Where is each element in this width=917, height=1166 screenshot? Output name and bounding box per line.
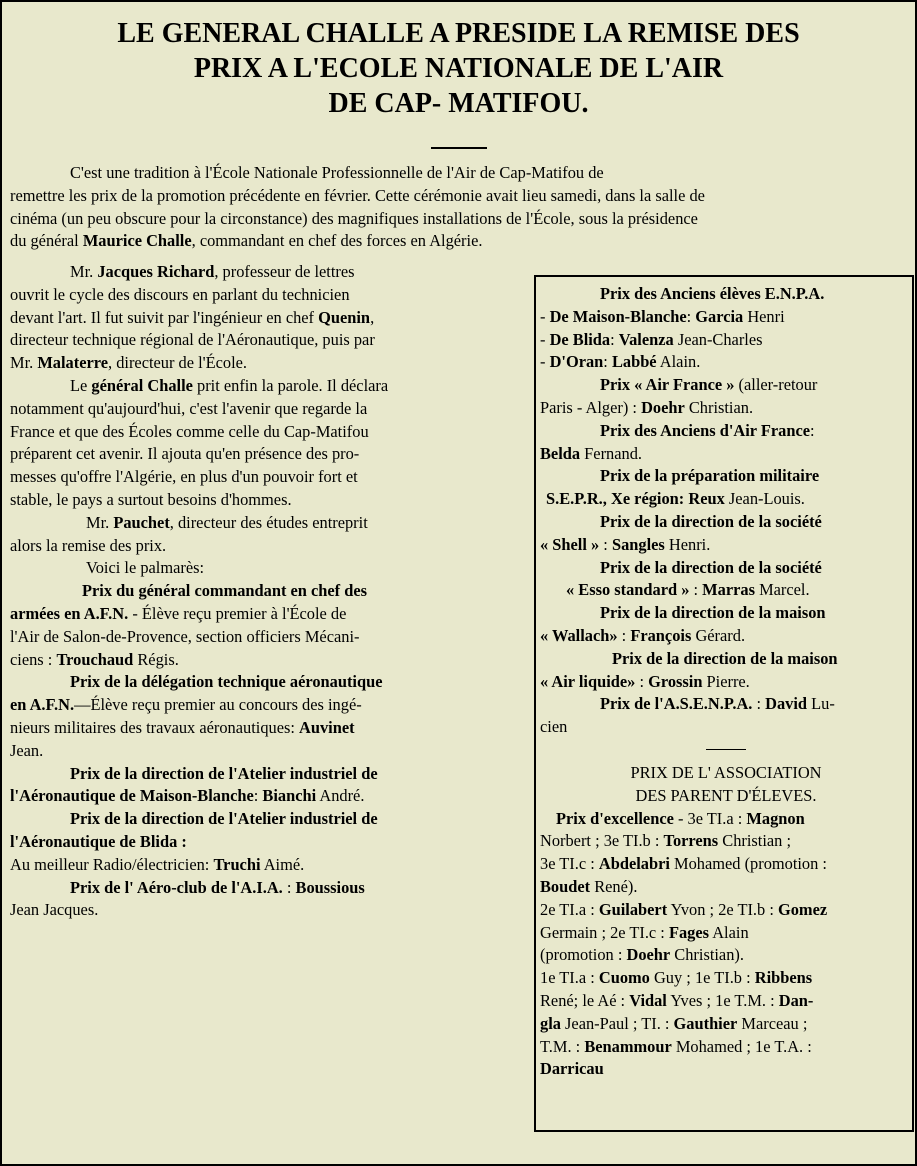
- intro-line: remettre les prix de la promotion précédente en février. Cette cérémonie avait lieu samedi, dans la salle de: [10, 185, 705, 205]
- association-heading-1: PRIX DE L' ASSOCIATION: [630, 762, 822, 782]
- intro-line: C'est une tradition à l'École Nationale Professionnelle de l'Air de Cap-Matifou de: [70, 163, 604, 182]
- name-challe: Maurice Challe: [82, 231, 192, 251]
- title-line-2: PRIX A L'ECOLE NATIONALE DE L'AIR: [193, 53, 724, 84]
- left-column: [10, 261, 462, 922]
- prize-list-box: Prix des Anciens élèves E.N.P.A. - De Maison-Blanche: Garcia Henri - De Blida: Valenza Jean-Charles - D'Oran: Labbé Alain. Prix « Air France » (aller-retour Paris - Alger) : Doehr Christian. Prix des Anciens d'Air France: Belda Fernand. Prix de la préparation militaire S.E.P.R., Xe région: Reux Jean-Louis. Prix de la direction de la société « Shell » : Sangles Henri. Prix de la direction de la société « Esso standard » : Marras Marcel. Prix de la direction de la maison « Wallach» : François Gérard. Prix de la direction de la maison « Air liquide» : Grossin Pierre. Prix de l'A.S.E.N.P.A. : David Lu- cien PRIX DE L' ASSOCIATION DES PARENT D'ÉLEVES. Prix d'excellence - 3e TI.a : Magnon Norbert ; 3e TI.b : Torrens Christian ; 3e TI.c : Abdelabri Mohamed (promotion : Boudet René). 2e TI.a : Guilabert Yvon ; 2e TI.b : Gomez Germain ; 2e TI.c : Fages Alain (promotion : Doehr Christian). 1e TI.a : Cuomo Guy ; 1e TI.b : Ribbens René; le Aé : Vidal Yves ; 1e T.M. : Dan- gla Jean-Paul ; TI. : Gauthier Marceau ; T.M. : Benammour Mohamed ; 1e T.A. : Darricau: [534, 275, 914, 1132]
- prize-aero-club: Prix de l' Aéro-club de l'A.I.A. : Boussious Jean Jacques.: [10, 877, 365, 920]
- intro-paragraph: [10, 162, 910, 253]
- title-divider: [431, 147, 487, 149]
- paragraph-richard: Mr. Jacques Richard, professeur de lettres ouvrit le cycle des discours en parlant du technicien devant l'art. Il fut suivit par l'ingénieur en chef Quenin, directeur technique régional de l'Aéronautique, puis par Mr. Malaterre, directeur de l'École.: [10, 262, 375, 373]
- article-title: [2, 16, 915, 121]
- intro-line: cinéma (un peu obscure pour la circonstance) des magnifiques installations de l'École, sous la présidence: [10, 208, 698, 228]
- prize-atelier-maison-blanche: Prix de la direction de l'Atelier industriel de l'Aéronautique de Maison-Blanche: Bianchi André.: [10, 763, 378, 806]
- palmares-intro: Voici le palmarès:: [86, 558, 205, 578]
- title-line-1: LE GENERAL CHALLE A PRESIDE LA REMISE DES: [117, 18, 800, 49]
- intro-line: du général Maurice Challe, commandant en chef des forces en Algérie.: [10, 231, 483, 251]
- paragraph-pauchet: Mr. Pauchet, directeur des études entreprit alors la remise des prix.: [10, 512, 368, 555]
- association-heading-2: DES PARENT D'ÉLEVES.: [635, 785, 817, 805]
- prize-delegation: Prix de la délégation technique aéronautique en A.F.N.—Élève reçu premier au concours des ingé- nieurs militaires des travaux aéronautiques: Auvinet Jean.: [10, 672, 383, 760]
- prize-atelier-blida: Prix de la direction de l'Atelier industriel de l'Aéronautique de Blida : Au meilleur Radio/électricien: Truchi Aimé.: [10, 809, 378, 874]
- paragraph-challe: Le général Challe prit enfin la parole. Il déclara notamment qu'aujourd'hui, c'est l'avenir que regarde la France et que des Écoles comme celle du Cap-Matifou préparent cet avenir. Il ajouta qu'en présence des pro- messes qu'offre l'Algérie, en plus d'un pouvoir fort et stable, le pays a surtout besoins d'hommes.: [10, 375, 389, 509]
- title-line-3: DE CAP- MATIFOU.: [328, 88, 589, 119]
- prize-general: Prix du général commandant en chef des armées en A.F.N. - Élève reçu premier à l'École de l'Air de Salon-de-Provence, section officiers Mécani- ciens : Trouchaud Régis.: [10, 581, 367, 669]
- section-divider: [706, 749, 746, 750]
